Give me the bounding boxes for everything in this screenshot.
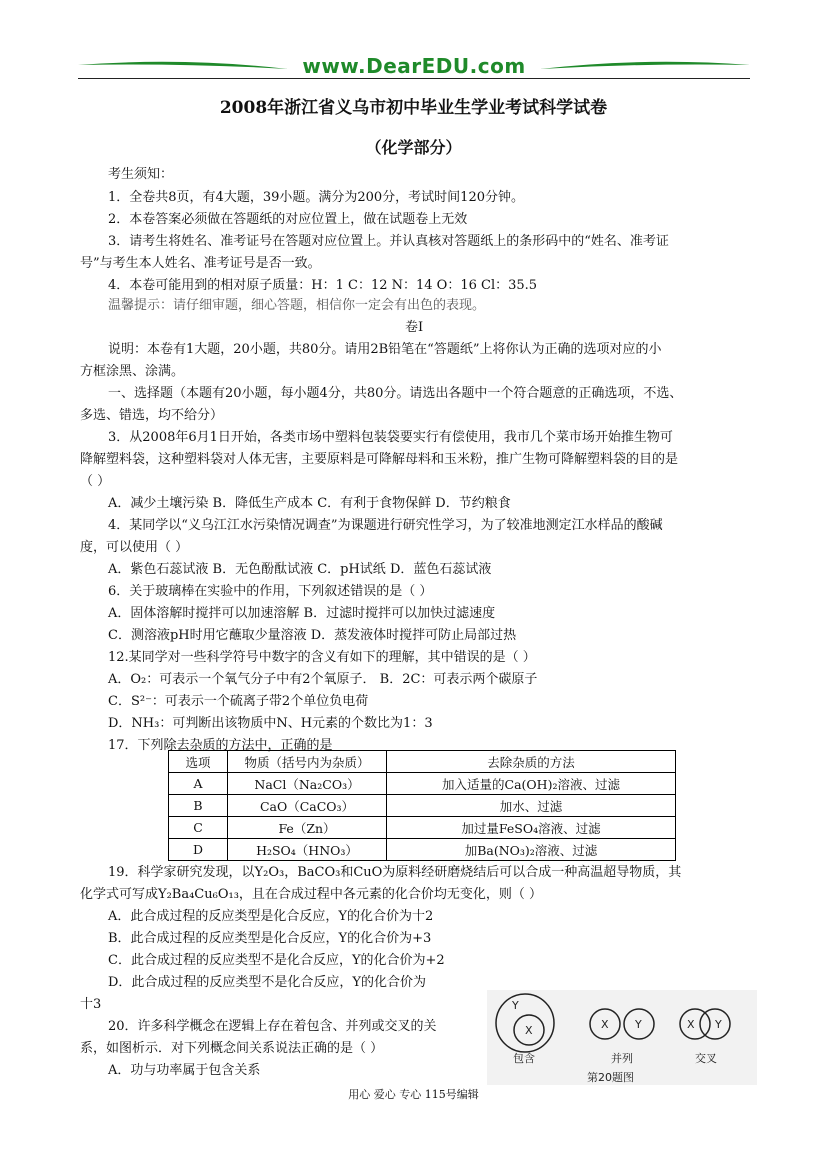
table-row: [169, 795, 676, 817]
text-line: A．功与功率属于包含关系: [108, 1063, 261, 1078]
text-line: 17．下列除去杂质的方法中，正确的是: [108, 738, 333, 753]
text-line: 温馨提示：请仔细审题，细心答题，相信你一定会有出色的表现。: [108, 298, 486, 313]
venn-label-x: X: [687, 1018, 695, 1031]
text-line: 3．请考生将姓名、准考证号在答题对应位置上。并认真核对答题纸上的条形码中的“姓名、准考证: [108, 234, 669, 249]
table-cell: C: [169, 817, 228, 839]
text-line: 多选、错选，均不给分）: [80, 408, 224, 423]
text-line: 化学式可写成Y₂Ba₄Cu₆O₁₃，且在合成过程中各元素的化合价均无变化，则（ ）: [80, 887, 543, 902]
text-line: 12.某同学对一些科学符号中数字的含义有如下的理解，其中错误的是（ ）: [108, 650, 536, 665]
table-header: 选项: [169, 751, 228, 773]
text-line: 系，如图析示．对下列概念间关系说法正确的是（ ）: [80, 1041, 384, 1056]
table-header-row: [169, 751, 676, 773]
table-cell: CaO（CaCO₃）: [228, 795, 387, 817]
table-cell: 加过量FeSO₄溶液、过滤: [387, 817, 676, 839]
table-cell: 加入适量的Ca(OH)₂溶液、过滤: [387, 773, 676, 795]
site-header: [78, 52, 750, 86]
header-rule: [78, 78, 750, 79]
text-line: D．此合成过程的反应类型不是化合反应，Y的化合价为: [108, 975, 427, 990]
table-cell: 加Ba(NO₃)₂溶液、过滤: [387, 839, 676, 861]
text-line: 一、选择题（本题有20小题，每小题4分，共80分。请选出各题中一个符合题意的正确选项，不选、: [108, 386, 683, 401]
section-heading: 卷Ⅰ: [405, 320, 424, 335]
text-line: 十3: [80, 997, 102, 1012]
figure-label-parallel: 并列: [611, 1052, 633, 1065]
page-title: 2008年浙江省义乌市初中毕业生学业考试科学试卷: [219, 98, 608, 118]
impurity-table: [168, 750, 676, 861]
text-line: 4．本卷可能用到的相对原子质量：H：1 C：12 N：14 O：16 Cl：35.5: [108, 278, 538, 293]
venn-label-y: Y: [635, 1018, 642, 1031]
table-cell: H₂SO₄（HNO₃）: [228, 839, 387, 861]
figure-caption: 第20题图: [587, 1071, 634, 1084]
venn-label-x: X: [601, 1018, 609, 1031]
text-line: A．减少土壤污染 B．降低生产成本 C．有利于食物保鲜 D．节约粮食: [108, 496, 511, 511]
venn-label-y: Y: [715, 1018, 722, 1031]
table-header: 物质（括号内为杂质）: [228, 751, 387, 773]
text-line: 4．某同学以“义乌江江水污染情况调查”为课题进行研究性学习，为了较准地测定江水样品的酸碱: [108, 518, 663, 533]
text-line: 降解塑料袋，这种塑料袋对人体无害，主要原料是可降解母料和玉米粉，推广生物可降解塑料袋的目的是: [80, 452, 679, 467]
table-cell: D: [169, 839, 228, 861]
site-logo[interactable]: www.DearEDU.com: [302, 54, 526, 78]
text-line: A．O₂：可表示一个氧气分子中有2个氧原子． B．2C：可表示两个碳原子: [108, 672, 538, 687]
venn-diagram: [487, 990, 757, 1085]
table-row: [169, 817, 676, 839]
table-cell: A: [169, 773, 228, 795]
text-line: 号”与考生本人姓名、准考证号是否一致。: [80, 256, 321, 271]
text-line: A．紫色石蕊试液 B．无色酚酞试液 C．pH试纸 D．蓝色石蕊试液: [108, 562, 492, 577]
table-row: [169, 773, 676, 795]
venn-label-x: X: [525, 1024, 533, 1037]
text-line: 20．许多科学概念在逻辑上存在着包含、并列或交叉的关: [108, 1019, 437, 1034]
text-line: A．此合成过程的反应类型是化合反应，Y的化合价为十2: [108, 909, 434, 924]
text-line: 说明：本卷有1大题，20小题，共80分。请用2B铅笔在“答题纸”上将你认为正确的选项对应的小: [108, 342, 662, 357]
text-line: A．固体溶解时搅拌可以加速溶解 B．过滤时搅拌可以加快过滤速度: [108, 606, 496, 621]
text-line: 6．关于玻璃棒在实验中的作用，下列叙述错误的是（ ）: [108, 584, 433, 599]
text-line: 19．科学家研究发现，以Y₂O₃，BaCO₃和CuO为原料经研磨烧结后可以合成一种高温超导物质，其: [108, 865, 682, 880]
page-subtitle: （化学部分）: [365, 138, 462, 157]
text-line: 1．全卷共8页，有4大题，39小题。满分为200分，考试时间120分钟。: [108, 190, 524, 205]
text-line: C．此合成过程的反应类型不是化合反应，Y的化合价为+2: [108, 953, 445, 968]
table-row: [169, 839, 676, 861]
figure-label-cross: 交叉: [695, 1052, 717, 1065]
venn-label-y: Y: [512, 999, 519, 1012]
page-footer: 用心 爱心 专心 115号编辑: [348, 1088, 479, 1101]
text-line: 度，可以使用（ ）: [80, 540, 189, 555]
text-line: 3．从2008年6月1日开始，各类市场中塑料包装袋要实行有偿使用，我市几个菜市场开始推生物可: [108, 430, 673, 445]
table-cell: Fe（Zn）: [228, 817, 387, 839]
table-cell: B: [169, 795, 228, 817]
text-line: D．NH₃：可判断出该物质中N、H元素的个数比为1：3: [108, 716, 433, 731]
text-line: B．此合成过程的反应类型是化合反应，Y的化合价为+3: [108, 931, 432, 946]
text-line: C．S²⁻：可表示一个硫离子带2个单位负电荷: [108, 694, 369, 709]
table-cell: NaCl（Na₂CO₃）: [228, 773, 387, 795]
text-line: 方框涂黑、涂满。: [80, 364, 185, 379]
table-cell: 加水、过滤: [387, 795, 676, 817]
text-line: C．测溶液pH时用它蘸取少量溶液 D．蒸发液体时搅拌可防止局部过热: [108, 628, 517, 643]
text-line: （ ）: [80, 474, 111, 489]
table-header: 去除杂质的方法: [387, 751, 676, 773]
figure-label-contain: 包含: [513, 1052, 535, 1065]
text-line: 2．本卷答案必须做在答题纸的对应位置上，做在试题卷上无效: [108, 212, 468, 227]
venn-figure: [487, 990, 757, 1085]
text-line: 考生须知：: [108, 167, 174, 182]
